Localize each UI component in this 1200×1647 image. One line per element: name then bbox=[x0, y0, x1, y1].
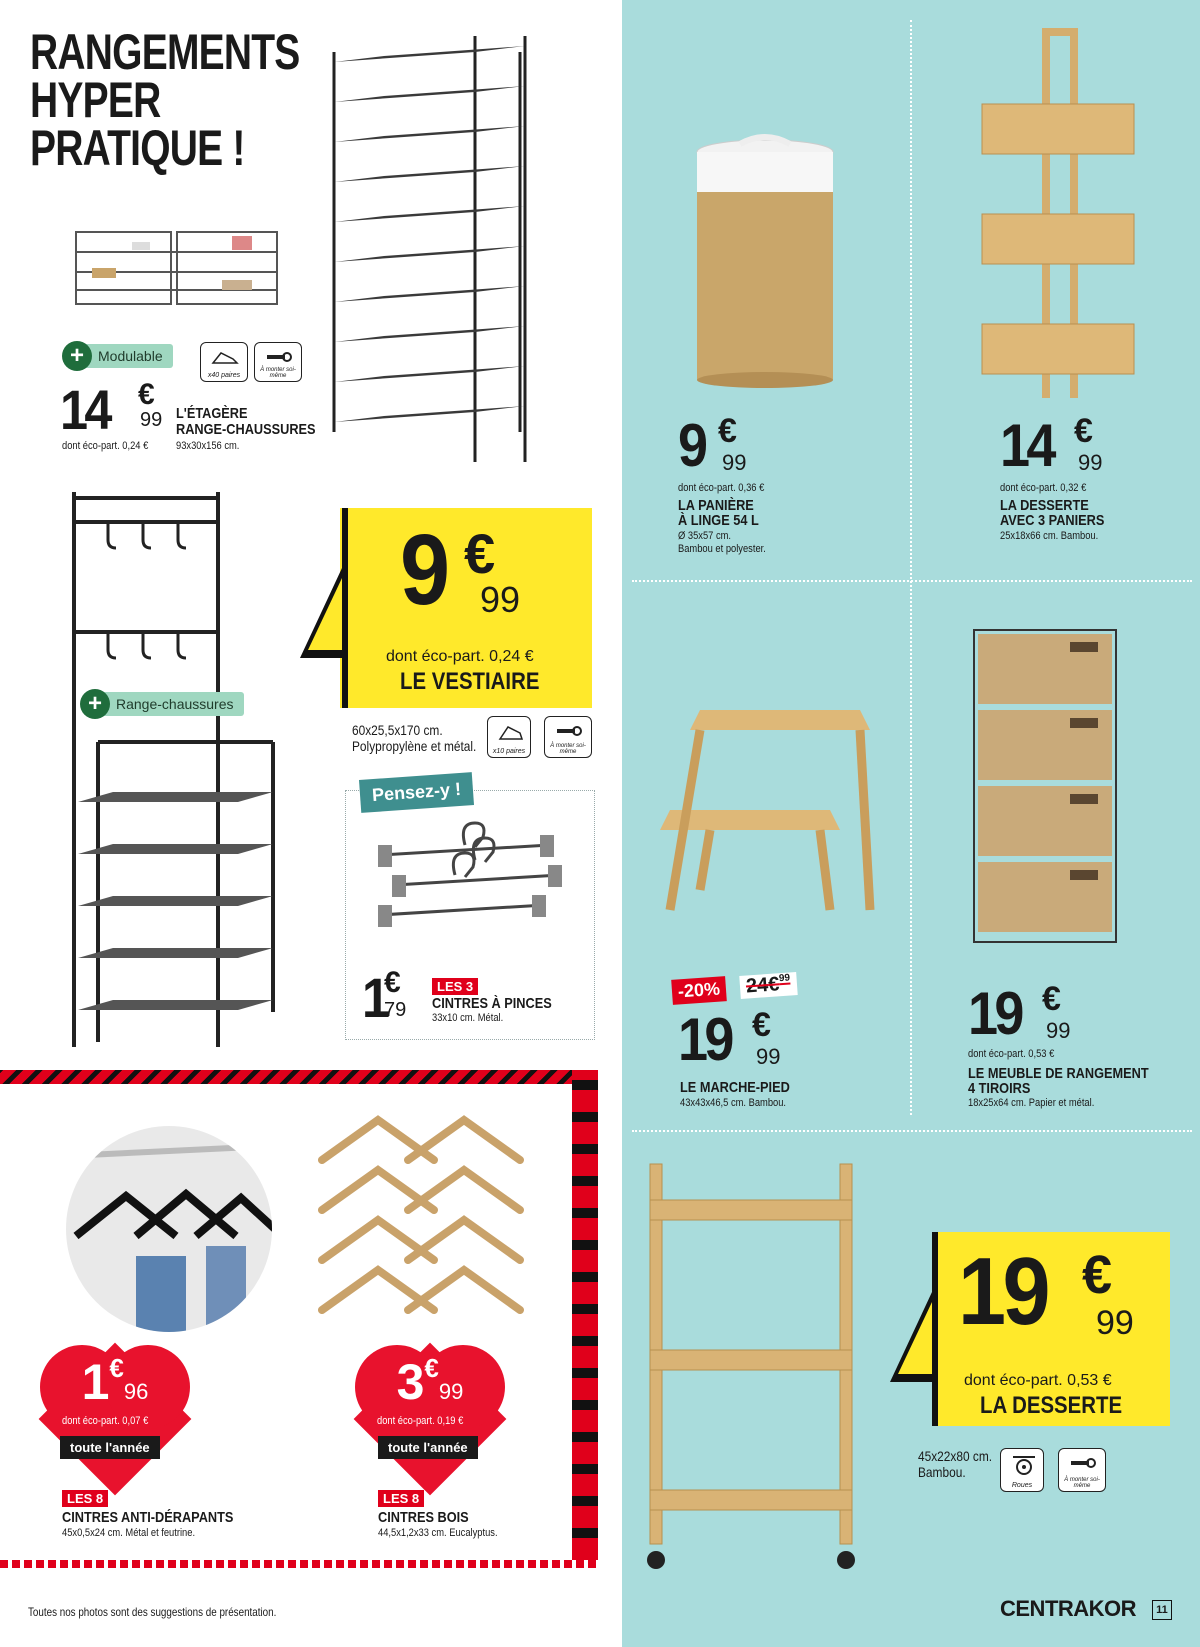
old-price-cents: 99 bbox=[778, 972, 791, 985]
price-integer: 3 bbox=[396, 1354, 425, 1410]
footer-note: Toutes nos photos sont des suggestions de présentation. bbox=[28, 1605, 277, 1619]
product-desc: Bambou. bbox=[918, 1464, 966, 1480]
price-currency: € bbox=[1074, 412, 1093, 450]
bamboo-caddy-image bbox=[978, 24, 1138, 404]
product-desc: 45x0,5x24 cm. Métal et feutrine. bbox=[62, 1527, 196, 1539]
laundry-basket-image bbox=[690, 130, 840, 390]
price-cintres-pinces bbox=[362, 966, 407, 1029]
eco-participation: dont éco-part. 0,32 € bbox=[1000, 482, 1087, 494]
badge-modulable bbox=[62, 342, 173, 370]
product-name: CINTRES À PINCES bbox=[432, 995, 552, 1012]
product-desc: 44,5x1,2x33 cm. Eucalyptus. bbox=[378, 1527, 498, 1539]
icon-caption: À monter soi-même bbox=[1064, 1477, 1100, 1489]
bamboo-trolley-image bbox=[640, 1160, 890, 1580]
price-currency: € bbox=[384, 966, 401, 999]
product-name: CINTRES BOIS bbox=[378, 1509, 469, 1526]
product-name: LA DESSERTE bbox=[980, 1392, 1123, 1419]
all-year-label: toute l'année bbox=[378, 1436, 478, 1459]
quantity-tag: LES 3 bbox=[432, 978, 478, 995]
price-integer: 14 bbox=[1000, 412, 1053, 479]
price-currency: € bbox=[424, 1353, 439, 1383]
product-name: LE MARCHE-PIED bbox=[680, 1079, 790, 1096]
brand-logo: CENTRAKOR bbox=[1000, 1596, 1137, 1621]
eco-participation: dont éco-part. 0,24 € bbox=[62, 440, 149, 452]
icon-caption: À monter soi-même bbox=[260, 367, 296, 379]
stripe-top bbox=[0, 1070, 596, 1084]
product-name: 4 TIROIRS bbox=[968, 1080, 1031, 1097]
quantity-tag: LES 8 bbox=[62, 1490, 108, 1507]
icon-caption: À monter soi-même bbox=[550, 743, 586, 755]
plus-icon: + bbox=[62, 341, 92, 371]
product-desc: Polypropylène et métal. bbox=[352, 738, 477, 754]
page-number: 11 bbox=[1152, 1600, 1172, 1620]
product-desc: 93x30x156 cm. bbox=[176, 440, 240, 452]
eco-participation: dont éco-part. 0,19 € bbox=[377, 1415, 464, 1427]
price-integer: 19 bbox=[678, 1006, 731, 1073]
product-name: LE MEUBLE DE RANGEMENT bbox=[968, 1065, 1149, 1082]
product-name: À LINGE 54 L bbox=[678, 512, 759, 529]
icon-caption: x40 paires bbox=[207, 372, 241, 379]
price-integer: 9 bbox=[678, 412, 705, 479]
stripe-bottom bbox=[0, 1560, 598, 1568]
product-desc: 25x18x66 cm. Bambou. bbox=[1000, 530, 1099, 542]
price-currency: € bbox=[464, 522, 496, 585]
eco-participation: dont éco-part. 0,07 € bbox=[62, 1415, 149, 1427]
divider-horizontal bbox=[632, 580, 1192, 582]
badge-label: Range-chaussures bbox=[100, 692, 244, 716]
price-cents: 96 bbox=[123, 1379, 149, 1404]
price-cents: 99 bbox=[438, 1379, 464, 1404]
price-currency: € bbox=[718, 412, 737, 450]
velvet-hangers-image bbox=[66, 1126, 272, 1332]
old-price bbox=[739, 972, 797, 999]
shoe-shelf-image bbox=[72, 228, 282, 310]
price-cents: 99 bbox=[140, 409, 163, 431]
price-cents: 99 bbox=[722, 450, 747, 475]
eco-participation: dont éco-part. 0,53 € bbox=[968, 1048, 1055, 1060]
discount-badge: -20% bbox=[671, 976, 727, 1005]
eco-participation: dont éco-part. 0,24 € bbox=[386, 648, 534, 665]
price-cents: 99 bbox=[480, 579, 521, 620]
tools-icon bbox=[1058, 1448, 1106, 1492]
shoe-capacity-icon bbox=[200, 342, 248, 382]
price-meuble-tiroirs bbox=[968, 980, 1071, 1047]
price-integer: 19 bbox=[968, 980, 1021, 1047]
tall-shoe-shelf-image bbox=[330, 32, 530, 462]
price-box-arrow bbox=[298, 508, 348, 708]
price-box-arrow bbox=[888, 1232, 938, 1426]
clip-hangers-image bbox=[370, 815, 570, 945]
pensez-y-tag: Pensez-y ! bbox=[359, 772, 474, 813]
price-integer: 19 bbox=[958, 1238, 1047, 1345]
price-integer: 9 bbox=[400, 514, 447, 626]
shoe-capacity-icon bbox=[487, 716, 531, 758]
badge-range-chaussures bbox=[80, 690, 244, 718]
product-desc: Bambou et polyester. bbox=[678, 543, 766, 555]
product-name: L'ÉTAGÈRE bbox=[176, 405, 248, 422]
wooden-hangers-image bbox=[318, 1090, 538, 1330]
price-cents: 99 bbox=[1096, 1304, 1134, 1342]
price-desserte-paniers bbox=[1000, 412, 1103, 479]
price-currency: € bbox=[138, 378, 155, 411]
divider-vertical bbox=[910, 20, 912, 1115]
icon-caption: x10 paires bbox=[492, 748, 526, 755]
price-paniere bbox=[678, 412, 747, 479]
title-line: HYPER bbox=[30, 72, 161, 128]
price-desserte bbox=[958, 1238, 1134, 1345]
price-currency: € bbox=[752, 1006, 771, 1044]
old-price-integer: 24 bbox=[745, 974, 769, 998]
price-cents: 99 bbox=[1046, 1018, 1071, 1043]
product-desc: 43x43x46,5 cm. Bambou. bbox=[680, 1097, 787, 1109]
tools-icon bbox=[544, 716, 592, 758]
price-integer: 1 bbox=[81, 1354, 110, 1410]
product-name: LA DESSERTE bbox=[1000, 497, 1089, 514]
product-desc: 33x10 cm. Métal. bbox=[432, 1012, 504, 1024]
coat-rack-image bbox=[68, 492, 288, 1052]
product-desc: 18x25x64 cm. Papier et métal. bbox=[968, 1097, 1095, 1109]
price-currency: € bbox=[1082, 1245, 1113, 1305]
price-cents: 99 bbox=[756, 1044, 781, 1069]
plus-icon: + bbox=[80, 689, 110, 719]
divider-horizontal bbox=[632, 1130, 1192, 1132]
product-name: CINTRES ANTI-DÉRAPANTS bbox=[62, 1509, 234, 1526]
tools-icon bbox=[254, 342, 302, 382]
eco-participation: dont éco-part. 0,53 € bbox=[964, 1372, 1112, 1389]
price-cents: 99 bbox=[1078, 450, 1103, 475]
stripe-right bbox=[572, 1070, 598, 1560]
product-name: RANGE-CHAUSSURES bbox=[176, 421, 316, 438]
old-price-currency: € bbox=[767, 973, 781, 996]
drawer-unit-image bbox=[970, 626, 1120, 946]
eco-participation: dont éco-part. 0,36 € bbox=[678, 482, 765, 494]
product-desc: 60x25,5x170 cm. bbox=[352, 722, 443, 738]
price-marche-pied bbox=[678, 1006, 781, 1073]
price-integer: 1 bbox=[362, 966, 387, 1029]
step-stool-image bbox=[660, 690, 880, 920]
price-currency: € bbox=[1042, 980, 1061, 1018]
wheels-icon bbox=[1000, 1448, 1044, 1492]
product-name: LE VESTIAIRE bbox=[400, 668, 540, 695]
price-currency: € bbox=[109, 1353, 124, 1383]
product-name: LA PANIÈRE bbox=[678, 497, 754, 514]
quantity-tag: LES 8 bbox=[378, 1490, 424, 1507]
price-integer: 14 bbox=[60, 378, 109, 441]
title-line: RANGEMENTS bbox=[30, 24, 300, 80]
title-line: PRATIQUE ! bbox=[30, 120, 245, 176]
all-year-label: toute l'année bbox=[60, 1436, 160, 1459]
product-desc: 45x22x80 cm. bbox=[918, 1448, 993, 1464]
page-title bbox=[30, 24, 300, 176]
icon-caption: Roues bbox=[1011, 1482, 1033, 1489]
price-cents: 79 bbox=[384, 999, 407, 1021]
product-desc: Ø 35x57 cm. bbox=[678, 530, 732, 542]
price-etagere bbox=[60, 378, 163, 441]
badge-label: Modulable bbox=[82, 344, 173, 368]
price-vestiaire bbox=[400, 514, 521, 626]
product-name: AVEC 3 PANIERS bbox=[1000, 512, 1105, 529]
